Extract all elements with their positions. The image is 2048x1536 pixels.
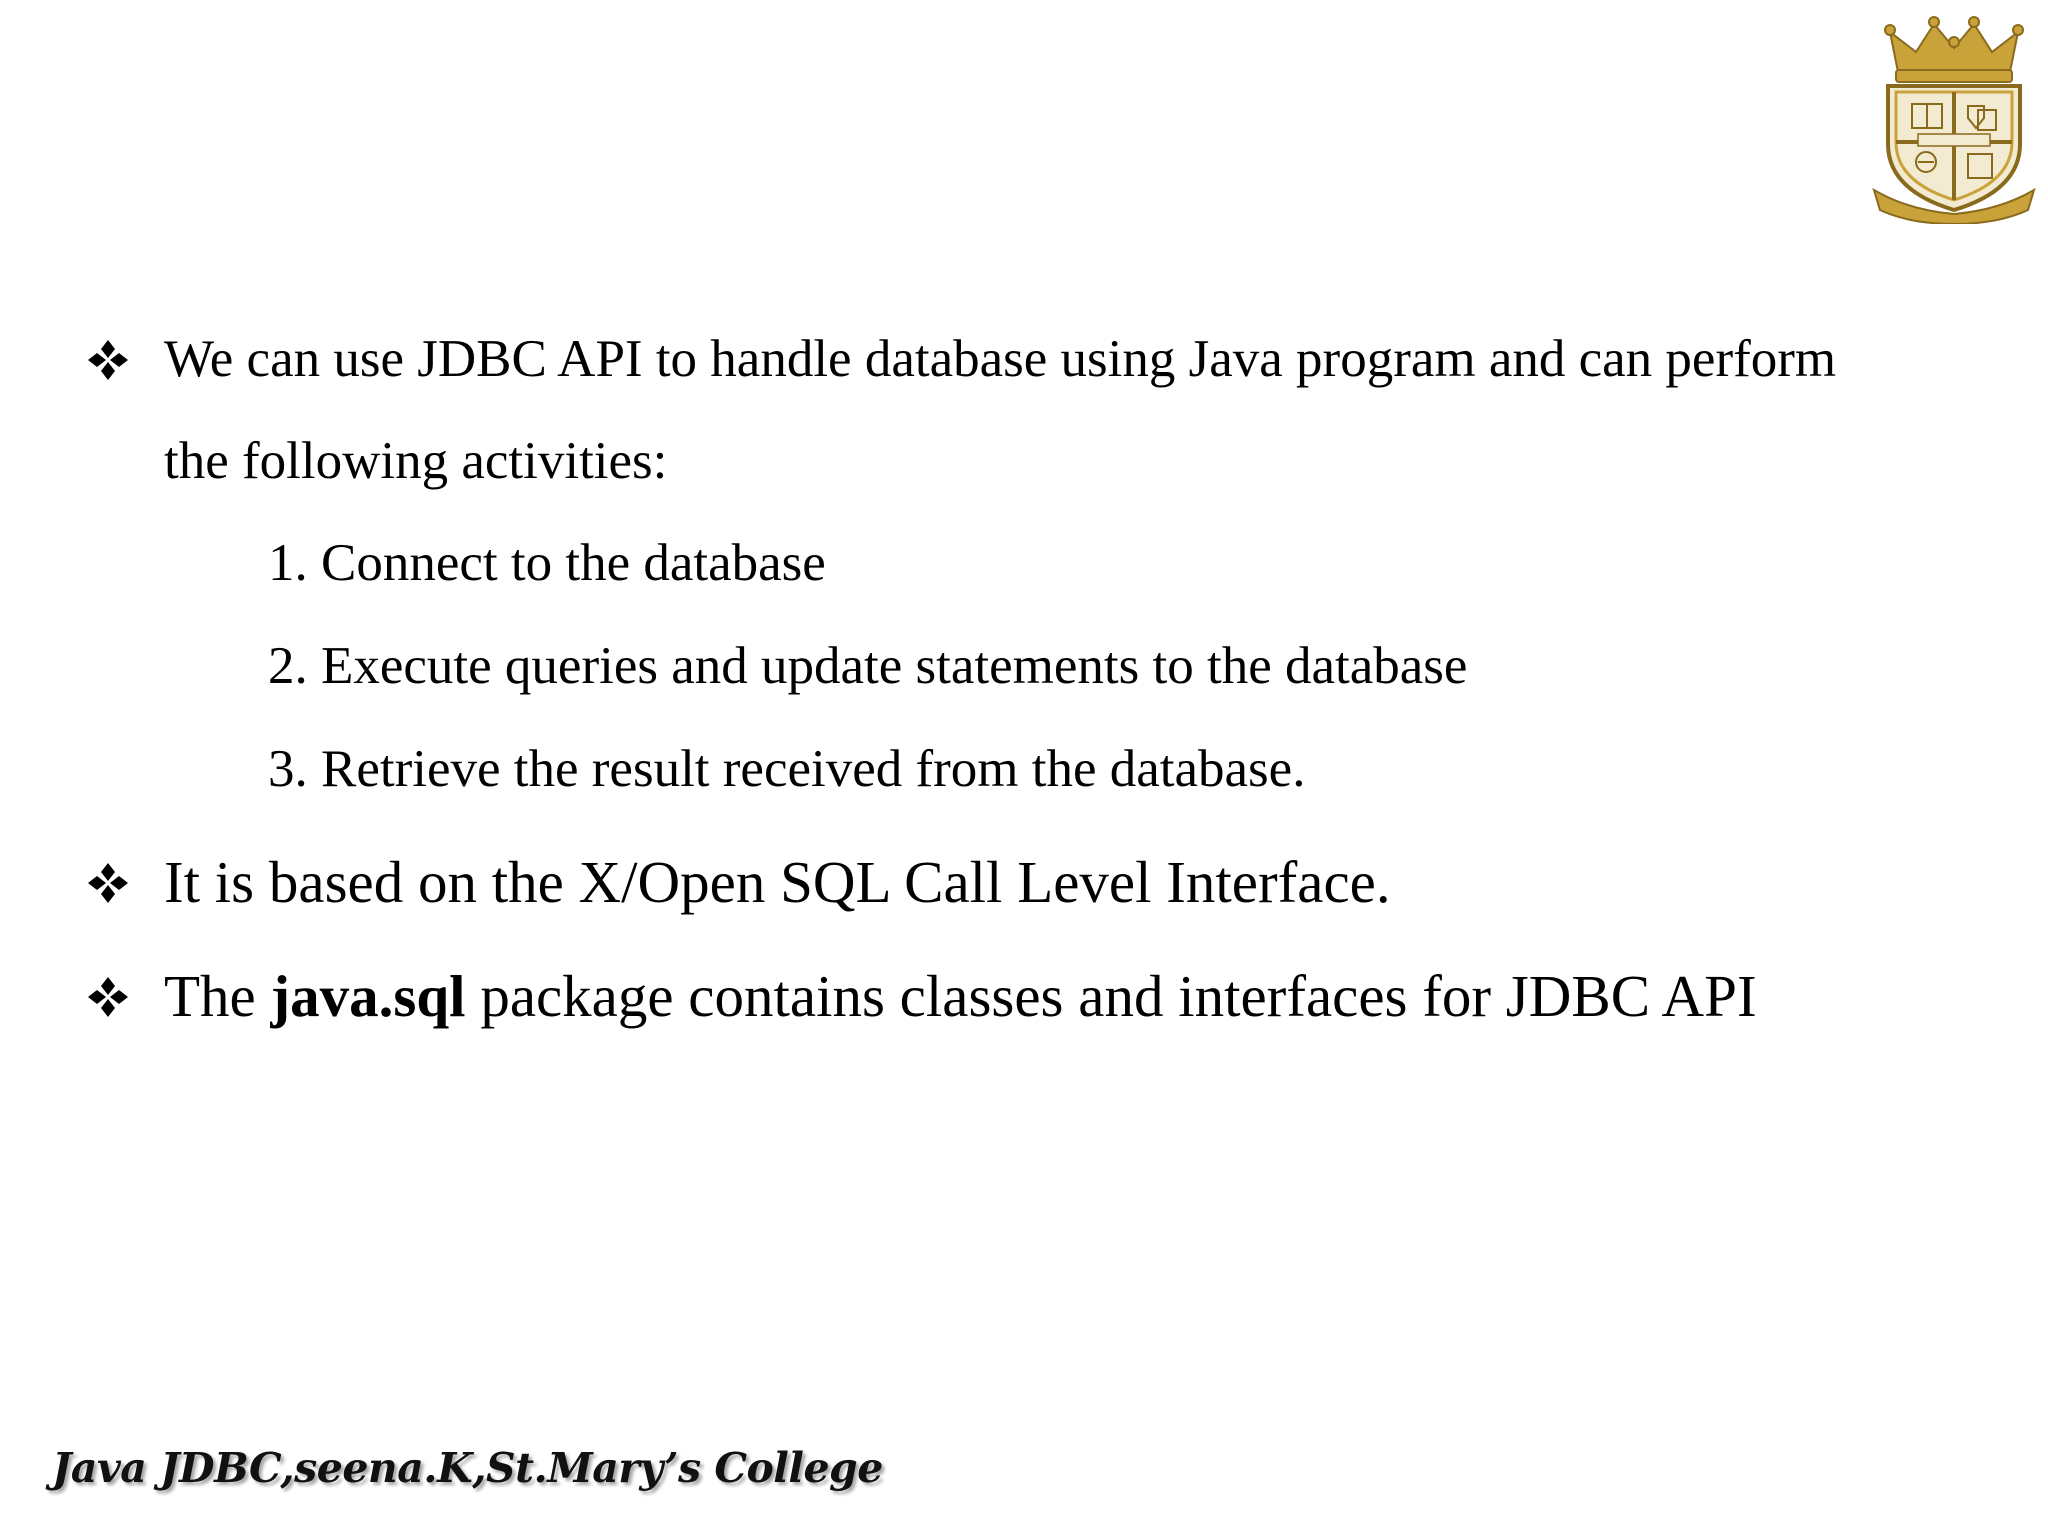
list-item [164,615,2024,718]
bullet-3-suffix: package contains classes and interfaces for JDBC API [465,963,1757,1029]
bullet-3-prefix: The [164,963,271,1029]
list-item-number: 3. [268,740,308,798]
four-diamond-bullet-icon [86,338,130,382]
bullet-jdbc-api-activities [84,308,2024,821]
list-item [164,718,2024,821]
bullet-x-open-sql [84,825,2024,939]
list-item-text: Execute queries and update statements to the database [321,637,1468,695]
slide-content [84,308,2024,1053]
college-crest-icon [1868,14,2040,224]
slide-footer: Java JDBC,seena.K,St.Mary’s College [52,1444,883,1492]
bullet-1-line-2: the following activities: [164,432,668,490]
four-diamond-bullet-icon [86,975,130,1019]
list-item-number: 2. [268,637,308,695]
bullet-2-text: It is based on the X/Open SQL Call Level Interface. [164,849,1391,915]
list-item [164,512,2024,615]
four-diamond-bullet-icon [86,861,130,905]
bullet-java-sql-package [84,939,2024,1053]
bullet-3-bold-package: java.sql [270,963,466,1029]
bullet-1-line-1: We can use JDBC API to handle database using Java program and can perform [164,330,1837,388]
list-item-text: Connect to the database [321,534,826,592]
activities-list [164,512,2024,821]
list-item-text: Retrieve the result received from the database. [321,740,1306,798]
list-item-number: 1. [268,534,308,592]
